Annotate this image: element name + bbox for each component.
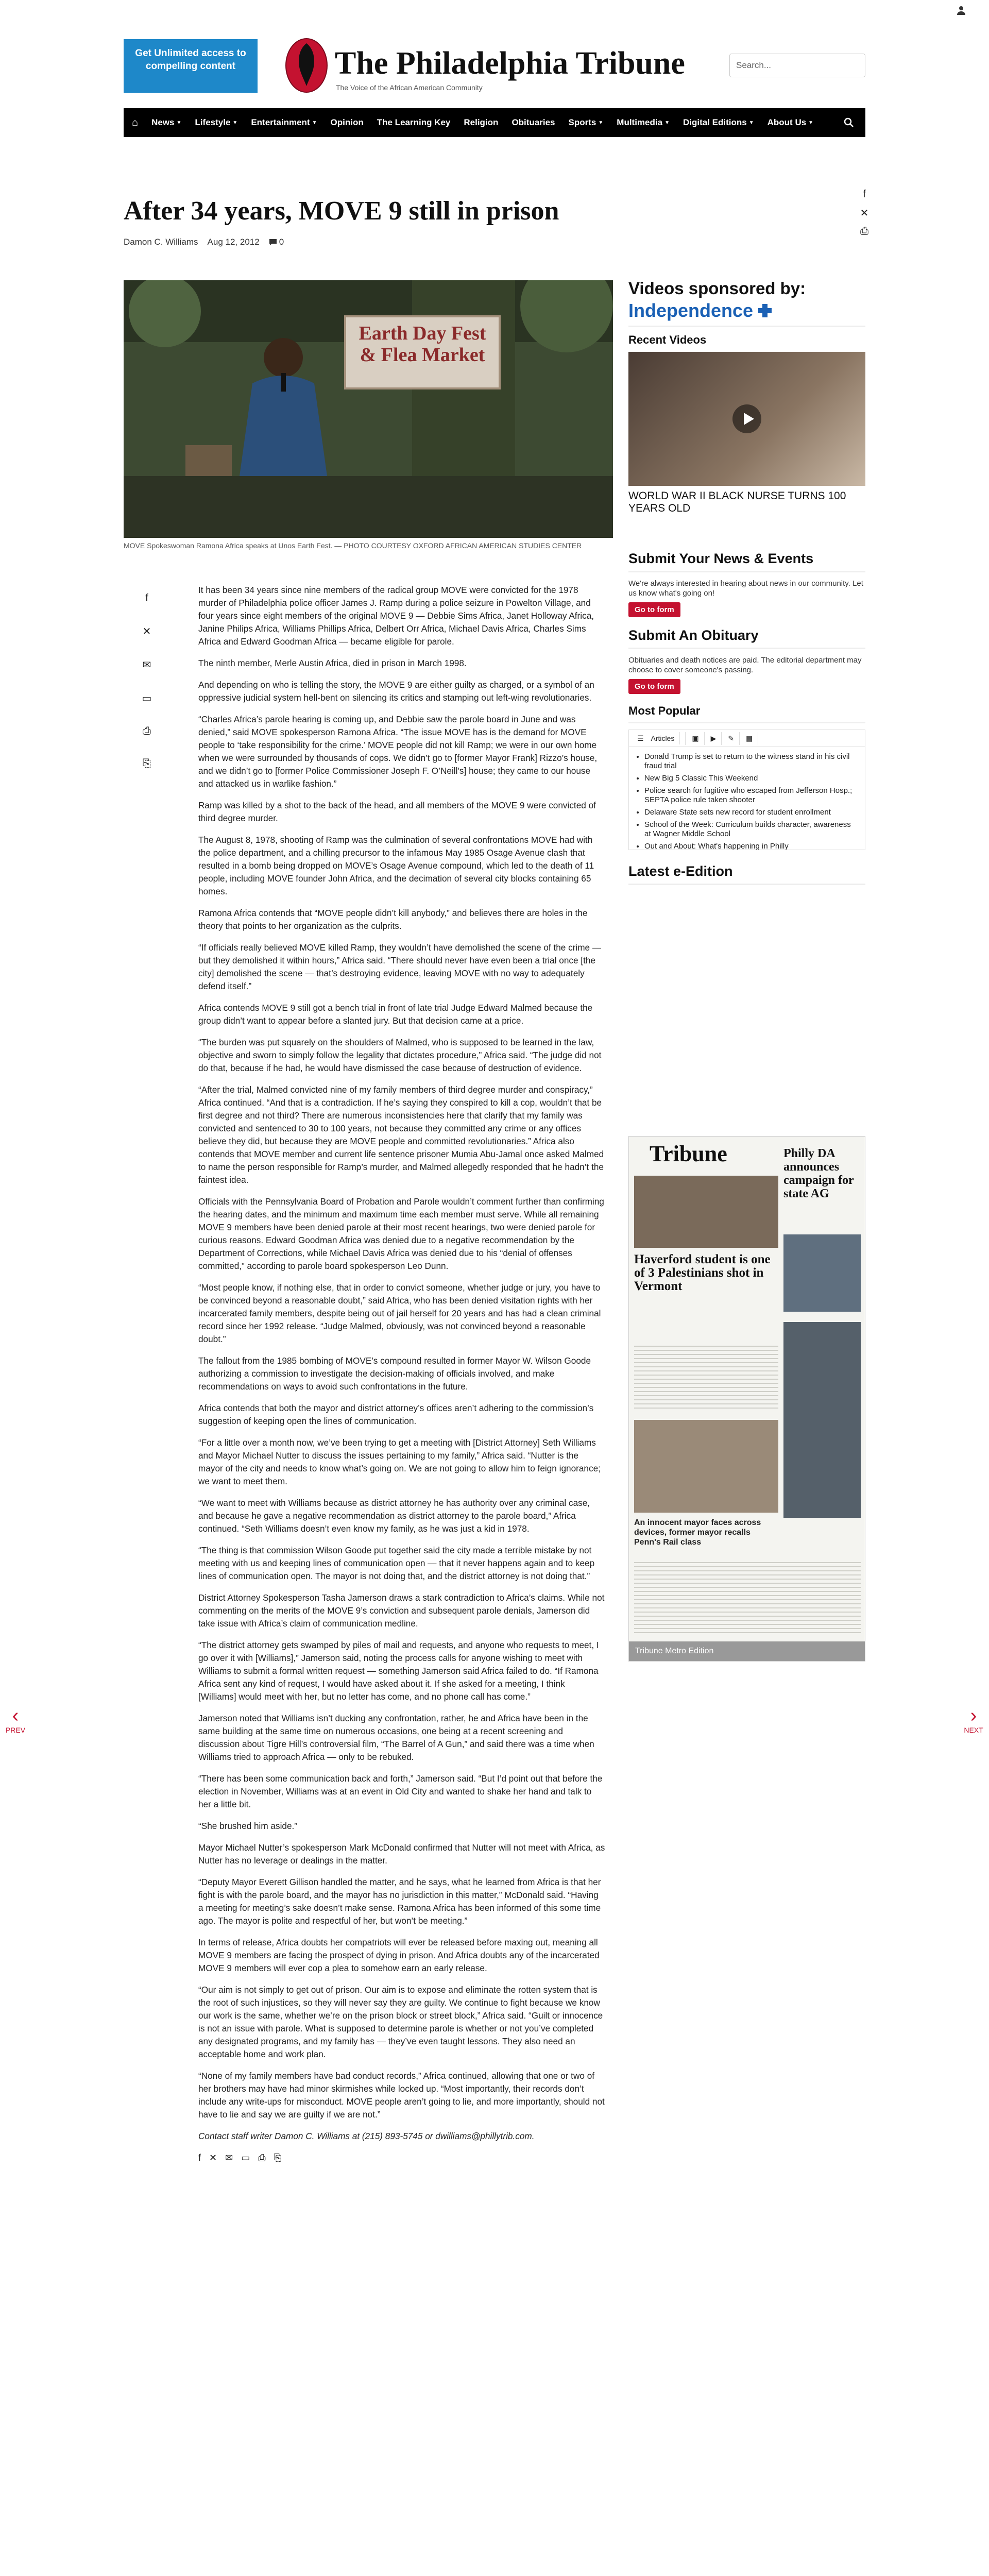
nav-item-opinion[interactable] (331, 117, 364, 128)
most-popular-item[interactable]: • Police search for fugitive who escaped from Jefferson Hosp.; SEPTA police rule taken shooter (644, 786, 858, 805)
article-paragraph: “Deputy Mayor Everett Gillison handled the matter, and he says, what he learned from Africa is that her fight is with the parole board, and the mayor has no jurisdiction in this matter,” McDonald said. “Having a meeting for meeting’s sake doesn’t make sense. Ramona Africa has been informed of this some time ago. The mayor is polite and respectful of her, but won’t be meeting.” (198, 1877, 601, 1926)
chevron-down-icon: ▼ (176, 120, 182, 126)
article-paragraph: “She brushed him aside.” (198, 1821, 298, 1831)
e-edition-subhead: An innocent mayor faces across devices, former mayor recalls Penn's Rail class (634, 1518, 761, 1547)
article-share-row (198, 2151, 605, 2164)
videos-sponsored-heading: Videos sponsored by: (628, 279, 806, 298)
article-paragraph: Ramona Africa contends that “MOVE people didn’t kill anybody,” and believes there are holes in the theory that points to her organization as the culprits. (198, 908, 588, 931)
nav-label: Digital Editions (683, 117, 747, 127)
next-label: NEXT (964, 1726, 983, 1734)
nav-item-religion[interactable] (464, 117, 498, 128)
chevron-right-icon: › (970, 1705, 977, 1726)
article-paragraph: Officials with the Pennsylvania Board of Probation and Parole wouldn’t comment further than confirming the hearing dates, and the minimum and maximum time each member must serve. While all remaining MOVE 9 members have been denied parole at their most recent hearings, two were denied parole for curious reasons. Edward Goodman Africa was denied due to a negative recommendation by the Department of Corrections, while Michael Davis Africa was denied due to his “denial of offenses committed,” according to parole board spokesperson Leo Dunn. (198, 1196, 604, 1271)
tab-comments-icon[interactable]: ✎ (723, 732, 740, 745)
article-paragraph: “For a little over a month now, we’ve been trying to get a meeting with [District Attorney] Seth Williams and Mayor Michael Nutter to discuss the issues pertaining to my family,” Africa said. “Nutter is the mayor of the city and needs to know what’s going on. We are not going to allow him to feign ignorance; we want to meet them. (198, 1437, 601, 1486)
nav-label: About Us (767, 117, 807, 127)
search-icon[interactable] (844, 117, 854, 128)
next-article-button[interactable] (958, 1705, 989, 1734)
article-paragraph: The fallout from the 1985 bombing of MOVE’s compound resulted in former Mayor W. Wilson Goode authorizing a commission to investigate the decision-making of officials involved, and make recommendations on ways to avoid such confrontations in the future. (198, 1355, 591, 1392)
tab-collections-icon[interactable]: ▤ (741, 732, 758, 745)
e-edition-photo-1 (634, 1176, 778, 1248)
print-icon[interactable]: ⎙ (143, 725, 151, 737)
recent-videos-heading: Recent Videos (628, 333, 707, 346)
contact-line: Contact staff writer Damon C. Williams at (215) 893-5745 or dwilliams@phillytrib.com. (198, 2131, 535, 2141)
tab-articles[interactable]: ☰ Articles (632, 732, 686, 745)
article-paragraph: Africa contends that both the mayor and district attorney’s offices aren’t adhering to the commission’s suggestion of keeping open the lines of communication. (198, 1403, 594, 1426)
most-popular-item[interactable]: • School of the Week: Curriculum builds character, awareness at Wagner Middle School (644, 820, 858, 839)
author-link[interactable]: Damon C. Williams (124, 237, 198, 247)
article-body (198, 584, 605, 2164)
email-icon[interactable]: ✉ (142, 659, 151, 671)
most-popular-tabs (628, 730, 865, 747)
nav-item-sports[interactable] (569, 117, 604, 128)
article-photo[interactable] (124, 280, 613, 538)
e-edition-photo-4 (783, 1322, 861, 1518)
play-icon (731, 403, 762, 434)
share-tools-left (139, 592, 155, 790)
prev-article-button[interactable] (0, 1705, 31, 1734)
chevron-down-icon: ▼ (664, 120, 670, 126)
photo-sign-text: Earth Day Fest & Flea Market (359, 323, 486, 366)
divider (628, 884, 865, 885)
nav-label: Sports (568, 117, 596, 127)
most-popular-item[interactable]: • Delaware State sets new record for student enrollment (644, 808, 858, 817)
search-input[interactable]: Search... (729, 54, 865, 77)
print-icon[interactable]: ⎙ (258, 2153, 266, 2163)
sponsor-logo[interactable] (628, 300, 865, 321)
article-paragraph: “The district attorney gets swamped by piles of mail and requests, and anyone who requests to meet, I go over it with [Williams],” Jamerson said, noting the process calls for anyone wishing to meet with Williams to submit a formal written request — something Jamerson said Africa failed to do. “If Ramona Africa sent any kind of request, I would have asked about it. If she asked for a meeting, I think [Williams] would meet with her, but no letter has come, and no phone call has come.” (198, 1640, 599, 1702)
nav-item-learning-key[interactable] (377, 117, 451, 128)
photo-caption: MOVE Spokeswoman Ramona Africa speaks at Unos Earth Fest. — PHOTO COURTESY OXFORD AFRICAN AMERICAN STUDIES CENTER (124, 541, 582, 550)
e-edition-photo-2 (783, 1234, 861, 1312)
nav-item-news[interactable] (151, 117, 181, 128)
article-paragraph: District Attorney Spokesperson Tasha Jamerson draws a stark contradiction to Africa’s claims. While not commenting on the merits of the MOVE 9’s conviction and subsequent parole denials, Jamerson did take issue with Africa’s claim of communication medline. (198, 1592, 605, 1629)
nav-label: Religion (464, 117, 499, 127)
divider (628, 571, 865, 572)
email-icon[interactable]: ✉ (225, 2153, 233, 2163)
save-icon[interactable]: ⎘ (274, 2153, 282, 2163)
tab-label: Articles (645, 732, 680, 744)
logo-text: The Philadelphia Tribune (335, 46, 685, 81)
tribune-seal-icon (283, 37, 330, 94)
article-paragraph: “There has been some communication back and forth,” Jamerson said. “But I’d point out that before the election in November, Williams was at an event in Old City and wanted to shake her hand and talk to her a little bit. (198, 1773, 603, 1809)
logo-tagline: The Voice of the African American Community (336, 83, 483, 92)
site-logo[interactable] (283, 35, 685, 97)
e-edition-side-headline: Philly DA announces campaign for state AG (783, 1147, 854, 1200)
sidebar (628, 278, 865, 891)
nav-label: Multimedia (617, 117, 663, 127)
submit-news-text: We're always interested in hearing about news in our community. Let us know what's going on! (628, 579, 863, 598)
submit-obituary-text: Obituaries and death notices are paid. The editorial department may choose to cover someone's passing. (628, 656, 862, 674)
e-edition-footer: Tribune Metro Edition (629, 1641, 865, 1661)
nav-item-obituaries[interactable] (511, 117, 555, 128)
nav-label: Lifestyle (195, 117, 231, 127)
submit-news-heading: Submit Your News & Events (628, 551, 814, 566)
video-title[interactable]: WORLD WAR II BLACK NURSE TURNS 100 YEARS OLD (628, 490, 846, 514)
sms-icon[interactable]: ▭ (241, 2153, 250, 2163)
comment-bubble-icon (269, 239, 277, 246)
most-popular-item[interactable]: • Out and About: What's happening in Philly (644, 842, 858, 850)
submit-news-form-button[interactable]: Go to form (628, 602, 680, 617)
nav-label: Obituaries (511, 117, 555, 127)
main-nav (124, 108, 865, 137)
article-paragraph: “Charles Africa’s parole hearing is coming up, and Debbie saw the parole board in June and was denied,” said MOVE spokesperson Ramona Africa. “The issue MOVE has is the demand for MOVE people to ‘take responsibility for the crime.’ MOVE people did not kill Ramp; we were in our own home when we were surrounded by thousands of cops. We didn’t go to [former Mayor Frank] Rizzo’s house, and we didn’t go to [former Police Commissioner Joseph F. O’Neill’s] house; they came to our house and attacked us in warlike fashion.” (198, 714, 598, 789)
e-edition-text-block-2 (634, 1559, 861, 1636)
prev-label: PREV (5, 1726, 26, 1734)
most-popular-list (628, 747, 865, 850)
tab-images-icon[interactable]: ▣ (687, 732, 704, 745)
video-thumbnail[interactable] (628, 352, 865, 486)
comment-count[interactable] (269, 237, 284, 247)
chevron-down-icon: ▼ (748, 120, 754, 126)
e-edition-masthead: Tribune (650, 1141, 727, 1166)
blue-cross-icon (757, 303, 773, 318)
article-paragraph: “The burden was put squarely on the shoulders of Malmed, who is supposed to be learned in the law, objective and sworn to simply follow the legality that dictates procedure,” Africa said. “The judge did not do that, because if he had, he would have dismissed the case because of destruction of evidence. (198, 1037, 602, 1073)
nav-item-digital-editions[interactable] (683, 117, 754, 128)
nav-label: News (151, 117, 175, 127)
user-icon[interactable] (955, 4, 967, 16)
byline (124, 237, 284, 247)
share-tools-top (858, 189, 871, 244)
most-popular-item[interactable]: • Donald Trump is set to return to the witness stand in his civil fraud trial (644, 752, 858, 771)
article-paragraph: And depending on who is telling the story, the MOVE 9 are either guilty as charged, or a symbol of an oppressive judicial system hell-bent on silencing its critics and stamping out left-wing revolutionaries. (198, 680, 594, 703)
most-popular-heading: Most Popular (628, 704, 701, 717)
submit-obituary-form-button[interactable]: Go to form (628, 679, 680, 694)
article-paragraph: “None of my family members have bad conduct records,” Africa continued, allowing that one or two of her brothers may have had minor skirmishes while locked up. “Most importantly, their records don’t include any write-ups for misconduct. MOVE people aren’t going to lie, and more importantly, should not have to lie and say we are guilty if we are not.” (198, 2071, 605, 2120)
nav-label: Entertainment (251, 117, 310, 127)
print-icon[interactable]: ⎙ (860, 226, 868, 237)
nav-item-lifestyle[interactable] (195, 117, 237, 128)
e-edition-headline: Haverford student is one of 3 Palestinians shot in Vermont (634, 1252, 771, 1293)
article-paragraph: Jamerson noted that Williams isn’t ducking any confrontation, rather, he and Africa have been in the same building at the same time on numerous occasions, one being at a recent screening and discussion about Tigre Hill’s controversial film, “The Barrel of A Gun,” and said there was a time when Williams tried to approach Africa — only to be rebuked. (198, 1713, 594, 1762)
article-paragraph: Mayor Michael Nutter’s spokesperson Mark McDonald confirmed that Nutter will not meet with Africa, as Nutter has no leverage or dealings in the matter. (198, 1842, 605, 1866)
e-edition-heading: Latest e-Edition (628, 863, 733, 879)
article-paragraph: “After the trial, Malmed convicted nine of my family members of third degree murder and conspiracy,” Africa continued. “And that is a contradiction. If he’s saying they conspired to kill a cop, wouldn’t that be first degree and not third? There are numerous inconsistencies here that clarify that my family was convicted and sentenced to 30 to 100 years, not because they committed any crime or any offices believe they did, but because they are MOVE people and committed revolutionaries.” Africa also contends that MOVE member and current life sentence prisoner Mumia Abu-Jamal once asked Malmed to name the person responsible for Ramp’s murder, and Malmed allegedly responded that he hadn’t the faintest idea. (198, 1084, 604, 1185)
article-paragraph: “We want to meet with Williams because as district attorney he has authority over any criminal case, and because he gave a negative recommendation as district attorney to the parole board,” Africa continued. “Seth Williams doesn’t even know my family, as he was just a kid in 1978. (198, 1498, 590, 1534)
chevron-down-icon: ▼ (598, 120, 604, 126)
article-paragraph: In terms of release, Africa doubts her compatriots will ever be released before maxing out, meaning all MOVE 9 members are facing the prospect of dying in prison. And Africa doubts any of the incarcerated MOVE 9 members will ever cop a plea to somehow earn an early release. (198, 1937, 600, 1973)
article-title: After 34 years, MOVE 9 still in prison (124, 196, 559, 226)
facebook-icon[interactable]: f (145, 592, 148, 604)
x-twitter-icon[interactable]: ✕ (142, 626, 151, 637)
save-icon[interactable]: ⎘ (143, 758, 151, 769)
tab-videos-icon[interactable]: ▶ (706, 732, 722, 745)
chevron-down-icon: ▼ (312, 120, 317, 126)
article-paragraph: It has been 34 years since nine members of the radical group MOVE were convicted for the 1978 murder of Philadelphia police officer James J. Ramp during a police seizure in Powelton Village, and four years since eight members of the original MOVE 9 — Debbie Sims Africa, Janet Holloway Africa, Janine Philips Africa, Williams Phillips Africa, Delbert Orr Africa, Michael Davis Africa, Charles Sims Africa and Edward Goodman Africa — became eligible for parole. (198, 585, 594, 647)
chevron-down-icon: ▼ (808, 120, 814, 126)
article-paragraph: Ramp was killed by a shot to the back of the head, and all members of the MOVE 9 were convicted of third degree murder. (198, 800, 596, 823)
chevron-left-icon: ‹ (12, 1705, 19, 1726)
divider (628, 722, 865, 723)
submit-obituary-heading: Submit An Obituary (628, 628, 759, 643)
site-header (124, 31, 865, 103)
photo-illustration (124, 280, 613, 538)
sms-icon[interactable]: ▭ (142, 693, 152, 704)
nav-item-multimedia[interactable] (617, 117, 670, 128)
article-paragraph: The ninth member, Merle Austin Africa, died in prison in March 1998. (198, 658, 467, 668)
publish-date: Aug 12, 2012 (207, 237, 260, 247)
divider (628, 648, 865, 649)
nav-label: The Learning Key (377, 117, 451, 127)
x-twitter-icon[interactable]: ✕ (209, 2153, 217, 2163)
top-bar (0, 0, 989, 21)
x-twitter-icon[interactable]: ✕ (860, 208, 869, 219)
facebook-icon[interactable]: f (863, 189, 866, 200)
subscribe-cta-button[interactable]: Get Unlimited access to compelling content (124, 39, 258, 93)
article-paragraph: “Our aim is not simply to get out of prison. Our aim is to expose and eliminate the rotten system that is the root of such injustices, so they will never say they are guilty. We continue to fight because we know our work is the same, whether we’re on the prison block or street block,” Africa said. “Guilt or innocence is not an issue with parole. What is supposed to determine parole is whether or not you’ve completed any designated programs, and my family has — they’ve even taught lessons. They also need an acceptable home and work plan. (198, 1985, 603, 2059)
article-paragraph: The August 8, 1978, shooting of Ramp was the culmination of several confrontations MOVE had with the police department, and a chilling precursor to the infamous May 1985 Osage Avenue clash that resulted in a bomb being dropped on MOVE’s Osage Avenue compound, which led to the death of 11 people, including MOVE founder John Africa, and the decimation of several city blocks containing 65 homes. (198, 835, 594, 896)
article-paragraph: Africa contends MOVE 9 still got a bench trial in front of late trial Judge Edward Malmed because the group didn’t want to appear before a slanted jury. But that decision came at a price. (198, 1003, 593, 1026)
divider (628, 326, 865, 327)
e-edition-cover[interactable] (628, 1136, 865, 1662)
article-paragraph: “The thing is that commission Wilson Goode put together said the city made a terrible mistake by not meeting with us and keeping lines of communication open — that it never happens again and to keep lines of communication open. The mayor is not doing that, and the district attorney is not doing that.” (198, 1545, 595, 1581)
nav-item-about-us[interactable] (768, 117, 813, 128)
most-popular-item[interactable]: • New Big 5 Classic This Weekend (644, 774, 858, 783)
chevron-down-icon: ▼ (232, 120, 238, 126)
e-edition-photo-3 (634, 1420, 778, 1513)
facebook-icon[interactable]: f (198, 2153, 201, 2163)
comment-count-value: 0 (279, 237, 284, 247)
nav-label: Opinion (330, 117, 364, 127)
e-edition-text-block (634, 1343, 778, 1410)
home-icon[interactable]: ⌂ (132, 116, 139, 128)
nav-item-entertainment[interactable] (251, 117, 317, 128)
sponsor-name: Independence (628, 300, 754, 321)
article-paragraph: “If officials really believed MOVE killed Ramp, they wouldn’t have demolished the scene of the crime — but they demolished it within hours,” Africa said. “There should never have even been a trial once [the city] demolished the scene — that’s destroying evidence, leaving MOVE with no way to adequately defend itself.” (198, 942, 602, 991)
article-paragraph: “Most people know, if nothing else, that in order to convict someone, whether judge or jury, you have to be convinced beyond a reasonable doubt,” said Africa, who has been denied visitation rights with her incarcerated family members, despite being out of jail herself for 20 years and has had a clean criminal record since her 1992 release. “Judge Malmed, obviously, was not convinced beyond a reasonable doubt.” (198, 1282, 601, 1344)
